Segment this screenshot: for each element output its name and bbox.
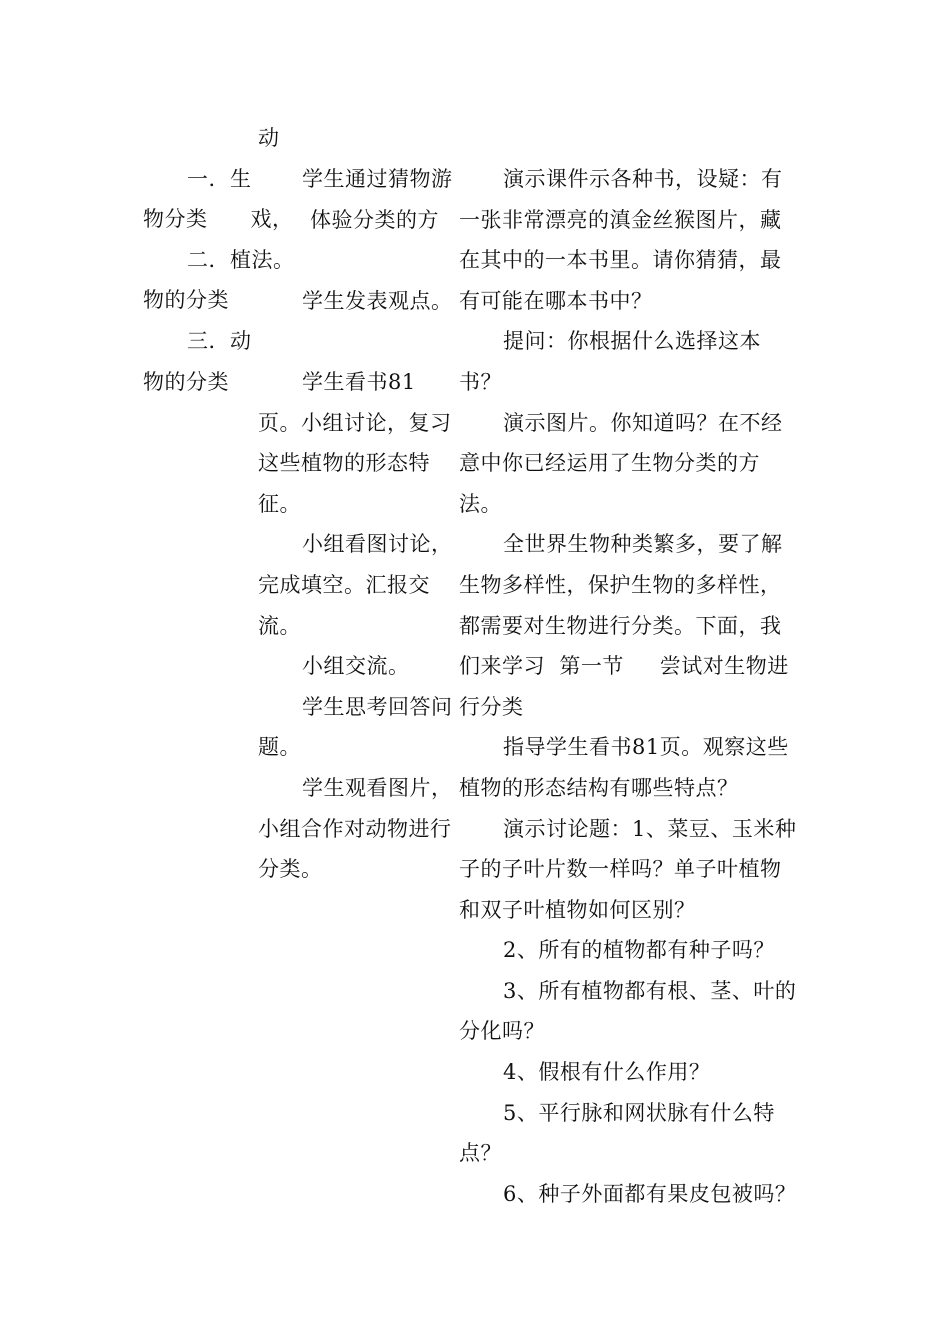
text-line: 学生发表观点。	[302, 288, 453, 313]
text-line: 意中你已经运用了生物分类的方	[459, 451, 760, 476]
text-line: 4、假根有什么作用？	[503, 1060, 711, 1085]
text-line: 演示讨论题：1、菜豆、玉米种	[503, 816, 797, 841]
text-line: 页。小组讨论，复习	[258, 410, 452, 435]
text-line: 小组交流。	[302, 654, 410, 679]
text-line: 物的分类	[143, 288, 229, 313]
text-line: 完成填空。汇报交	[258, 572, 430, 597]
text-line: 二．植法。	[187, 247, 295, 272]
text-line: 学生看书81	[302, 369, 416, 394]
text-line: 小组合作对动物进行	[258, 816, 452, 841]
text-line: 学生通过猜物游	[302, 167, 453, 191]
text-line: 都需要对生物进行分类。下面，我	[459, 613, 782, 638]
text-line: 物的分类	[143, 369, 229, 394]
text-line: 体验分类的方	[310, 207, 439, 232]
text-line: 子的子叶片数一样吗？单子叶植物	[459, 857, 782, 882]
text-line: 分化吗？	[459, 1019, 545, 1044]
text-line	[258, 321, 458, 362]
text-line: 一．生	[187, 166, 252, 191]
text-line: 3、所有植物都有根、茎、叶的	[503, 978, 797, 1003]
text-line: 们来学习 第一节 尝试对生物进	[459, 654, 789, 679]
text-line: 5、平行脉和网状脉有什么特	[503, 1100, 775, 1125]
text-line: 点？	[459, 1141, 502, 1166]
text-line: 行分类	[459, 694, 524, 719]
text-line: 和双子叶植物如何区别？	[459, 897, 696, 922]
text-line: 指导学生看书81页。观察这些	[503, 735, 789, 760]
text-line: 一张非常漂亮的滇金丝猴图片，藏	[459, 207, 782, 232]
text-line: 演示课件示各种书，设疑：有	[503, 167, 783, 191]
text-line: 有可能在哪本书中？	[459, 288, 653, 313]
text-line: 学生观看图片，	[302, 775, 453, 800]
text-line: 生物多样性，保护生物的多样性，	[459, 572, 782, 597]
text-line: 这些植物的形态特	[258, 451, 430, 476]
text-line: 6、种子外面都有果皮包被吗？	[503, 1181, 797, 1206]
text-line: 植物的形态结构有哪些特点？	[459, 775, 739, 800]
text-line: 提问：你根据什么选择这本	[503, 329, 761, 354]
text-line: 法。	[459, 491, 502, 516]
text-line: 三．动	[187, 328, 252, 353]
text-line: 征。	[258, 491, 301, 516]
text-line: 书？	[459, 369, 502, 394]
column-student-activity	[258, 159, 458, 890]
text-line: 全世界生物种类繁多，要了解	[503, 532, 783, 557]
text-line: 分类。	[258, 857, 323, 882]
text-line: 演示图片。你知道吗？在不经	[503, 410, 783, 435]
text-line: 小组看图讨论，	[302, 532, 453, 557]
column-teacher-activity	[459, 159, 809, 1214]
text-line: 题。	[258, 735, 301, 760]
text-line: 在其中的一本书里。请你猜猜，最	[459, 248, 782, 273]
text-line: 物分类 戏，	[143, 207, 294, 232]
text-line	[258, 240, 458, 281]
text-line: 动	[258, 126, 280, 150]
text-line: 流。	[258, 613, 301, 638]
text-line: 学生思考回答问	[302, 694, 453, 719]
text-line: 2、所有的植物都有种子吗？	[503, 938, 775, 963]
